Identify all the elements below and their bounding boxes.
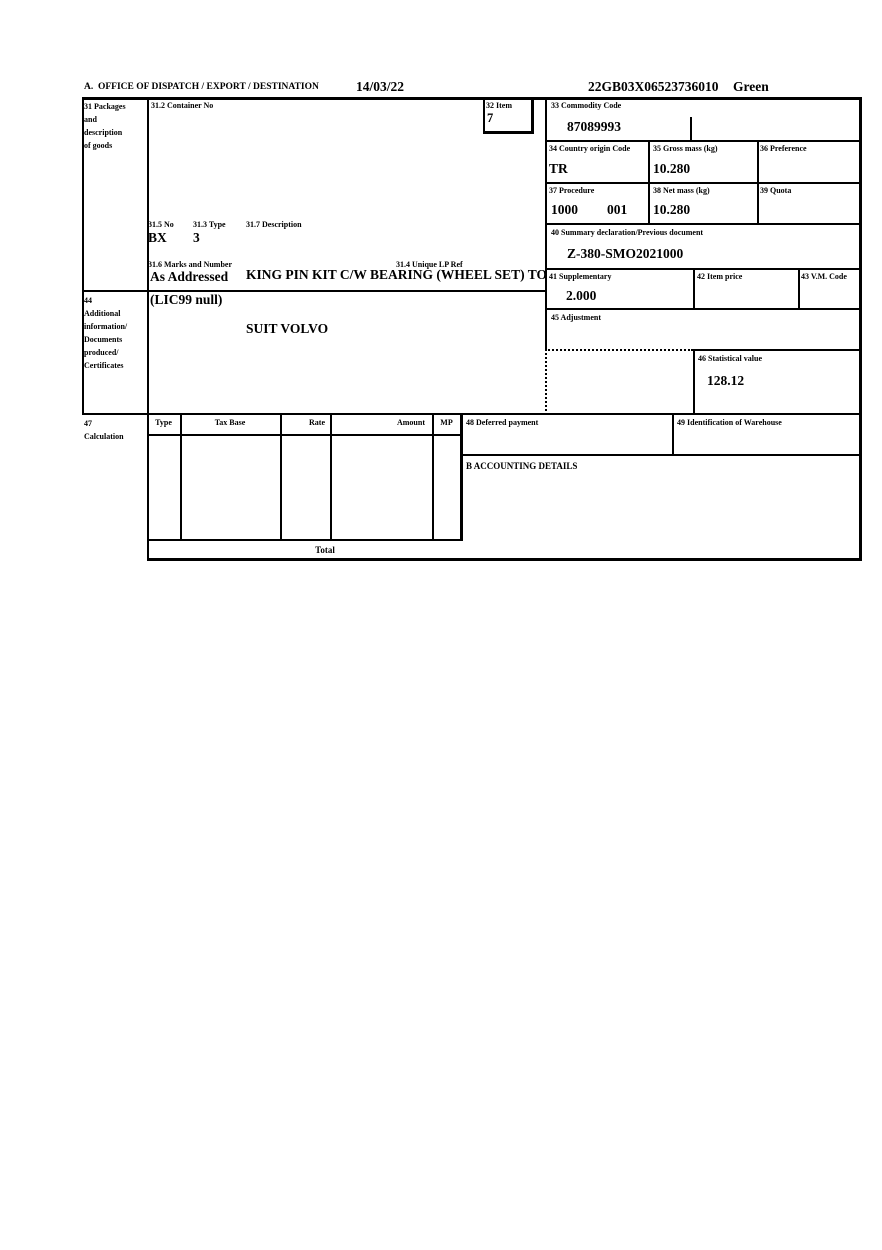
box33-label: 33 Commodity Code — [551, 101, 622, 110]
table-header-amount: Amount — [396, 418, 425, 427]
box37-procedure-code2: 001 — [607, 202, 628, 217]
box33-commodity-code: 87089993 — [567, 119, 621, 134]
box44-label-line2: Additional — [84, 309, 121, 318]
box38-label: 38 Net mass (kg) — [653, 186, 710, 195]
box31-7-goods-description — [246, 230, 547, 374]
col-amount-right-border — [432, 413, 434, 541]
box40-label: 40 Summary declaration/Previous document — [551, 228, 704, 237]
box31-label-line3: description — [84, 128, 123, 137]
box48-49-divider — [672, 413, 674, 456]
box41-42-divider — [693, 268, 695, 310]
office-of-dispatch-heading: A. OFFICE OF DISPATCH / EXPORT / DESTINATION — [84, 82, 319, 92]
box31-6-label: 31.6 Marks and Number — [148, 260, 233, 269]
box46-top-border — [693, 349, 861, 351]
box31-2-label: 31.2 Container No — [151, 101, 214, 110]
box32-left-border — [483, 97, 485, 134]
box31-5-package-count: BX — [148, 230, 167, 245]
col-rate-right-border — [330, 413, 332, 541]
declaration-date: 14/03/22 — [356, 79, 405, 94]
box31-label-line4: of goods — [84, 141, 113, 150]
box34-country-origin: TR — [549, 161, 568, 176]
table-header-mp: MP — [440, 418, 453, 427]
route-indicator: Green — [733, 79, 769, 94]
box41-supplementary-units: 2.000 — [566, 288, 597, 303]
box34-row-bottom-border — [545, 182, 861, 184]
col-taxbase-right-border — [280, 413, 282, 541]
box31-3-label: 31.3 Type — [193, 220, 226, 229]
box44-label-line5: produced/ — [84, 348, 119, 357]
box42-43-divider — [798, 268, 800, 310]
box49-label: 49 Identification of Warehouse — [677, 418, 782, 427]
table-header-type: Type — [155, 418, 172, 427]
box48-row-bottom-border — [461, 454, 861, 456]
box44-additional-information: (LIC99 null) — [150, 292, 223, 307]
box42-label: 42 Item price — [697, 272, 743, 281]
table-right-border — [460, 413, 463, 541]
accounting-details-heading: B ACCOUNTING DETAILS — [466, 461, 578, 471]
box33-code-divider — [690, 117, 692, 141]
box31-label-line1: 31 Packages — [84, 102, 126, 111]
table-header-bottom-border — [147, 434, 463, 436]
box45-label: 45 Adjustment — [551, 313, 602, 322]
box36-label: 36 Preference — [760, 144, 807, 153]
label-column-divider — [147, 97, 149, 559]
box46-dotted-top-border — [545, 349, 693, 351]
box32-right-border — [531, 97, 534, 134]
box31-label-line2: and — [84, 115, 97, 124]
box34-label: 34 Country origin Code — [549, 144, 631, 153]
box46-statistical-value: 128.12 — [707, 373, 745, 388]
box31-7-label: 31.7 Description — [246, 220, 302, 229]
box38-net-mass: 10.280 — [653, 202, 691, 217]
box46-left-border — [693, 349, 695, 415]
box40-bottom-border — [545, 268, 861, 270]
box43-label: 43 V.M. Code — [801, 272, 847, 281]
goods-description-line1: KING PIN KIT C/W BEARING (WHEEL SET) TO — [246, 267, 547, 282]
box32-bottom-border — [483, 131, 534, 134]
box32-item-number: 7 — [487, 111, 494, 125]
box37-row-bottom-border — [545, 223, 861, 225]
box40-previous-document: Z-380-SMO2021000 — [567, 246, 684, 261]
box41-row-bottom-border — [545, 308, 861, 310]
box31-6-marks-and-number: As Addressed — [150, 269, 229, 284]
box33-bottom-border — [545, 140, 861, 142]
box35-label: 35 Gross mass (kg) — [653, 144, 718, 153]
box32-label: 32 Item — [486, 101, 512, 110]
box46-label: 46 Statistical value — [698, 354, 762, 363]
form-right-border — [859, 97, 862, 561]
form-top-border — [82, 97, 861, 100]
box47-top-border — [82, 413, 861, 415]
box44-label-line1: 44 — [84, 296, 92, 305]
box48-label: 48 Deferred payment — [466, 418, 539, 427]
entry-number: 22GB03X06523736010 — [588, 79, 719, 94]
box31-4-label: 31.4 Unique LP Ref — [396, 260, 463, 269]
box31-label — [84, 100, 126, 152]
box47-label-line2: Calculation — [84, 432, 124, 441]
box35-gross-mass: 10.280 — [653, 161, 691, 176]
goods-description-line2: SUIT VOLVO — [246, 321, 329, 336]
table-total-label: Total — [315, 545, 335, 555]
table-header-tax-base: Tax Base — [214, 418, 246, 427]
form-bottom-border — [147, 558, 862, 561]
box37-label: 37 Procedure — [549, 186, 595, 195]
box44-label-line3: information/ — [84, 322, 128, 331]
box44-label-line6: Certificates — [84, 361, 124, 370]
box39-label: 39 Quota — [760, 186, 792, 195]
box47-label — [84, 417, 124, 443]
box47-label-line1: 47 — [84, 419, 92, 428]
col-type-right-border — [180, 413, 182, 541]
box44-label-line4: Documents — [84, 335, 123, 344]
box37-procedure-code: 1000 — [551, 202, 578, 217]
box31-3-package-type: 3 — [193, 230, 200, 245]
table-bottom-border — [147, 539, 463, 541]
box41-label: 41 Supplementary — [549, 272, 612, 281]
box31-5-label: 31.5 No — [148, 220, 174, 229]
box44-label — [84, 294, 127, 372]
table-header-rate: Rate — [309, 418, 325, 427]
